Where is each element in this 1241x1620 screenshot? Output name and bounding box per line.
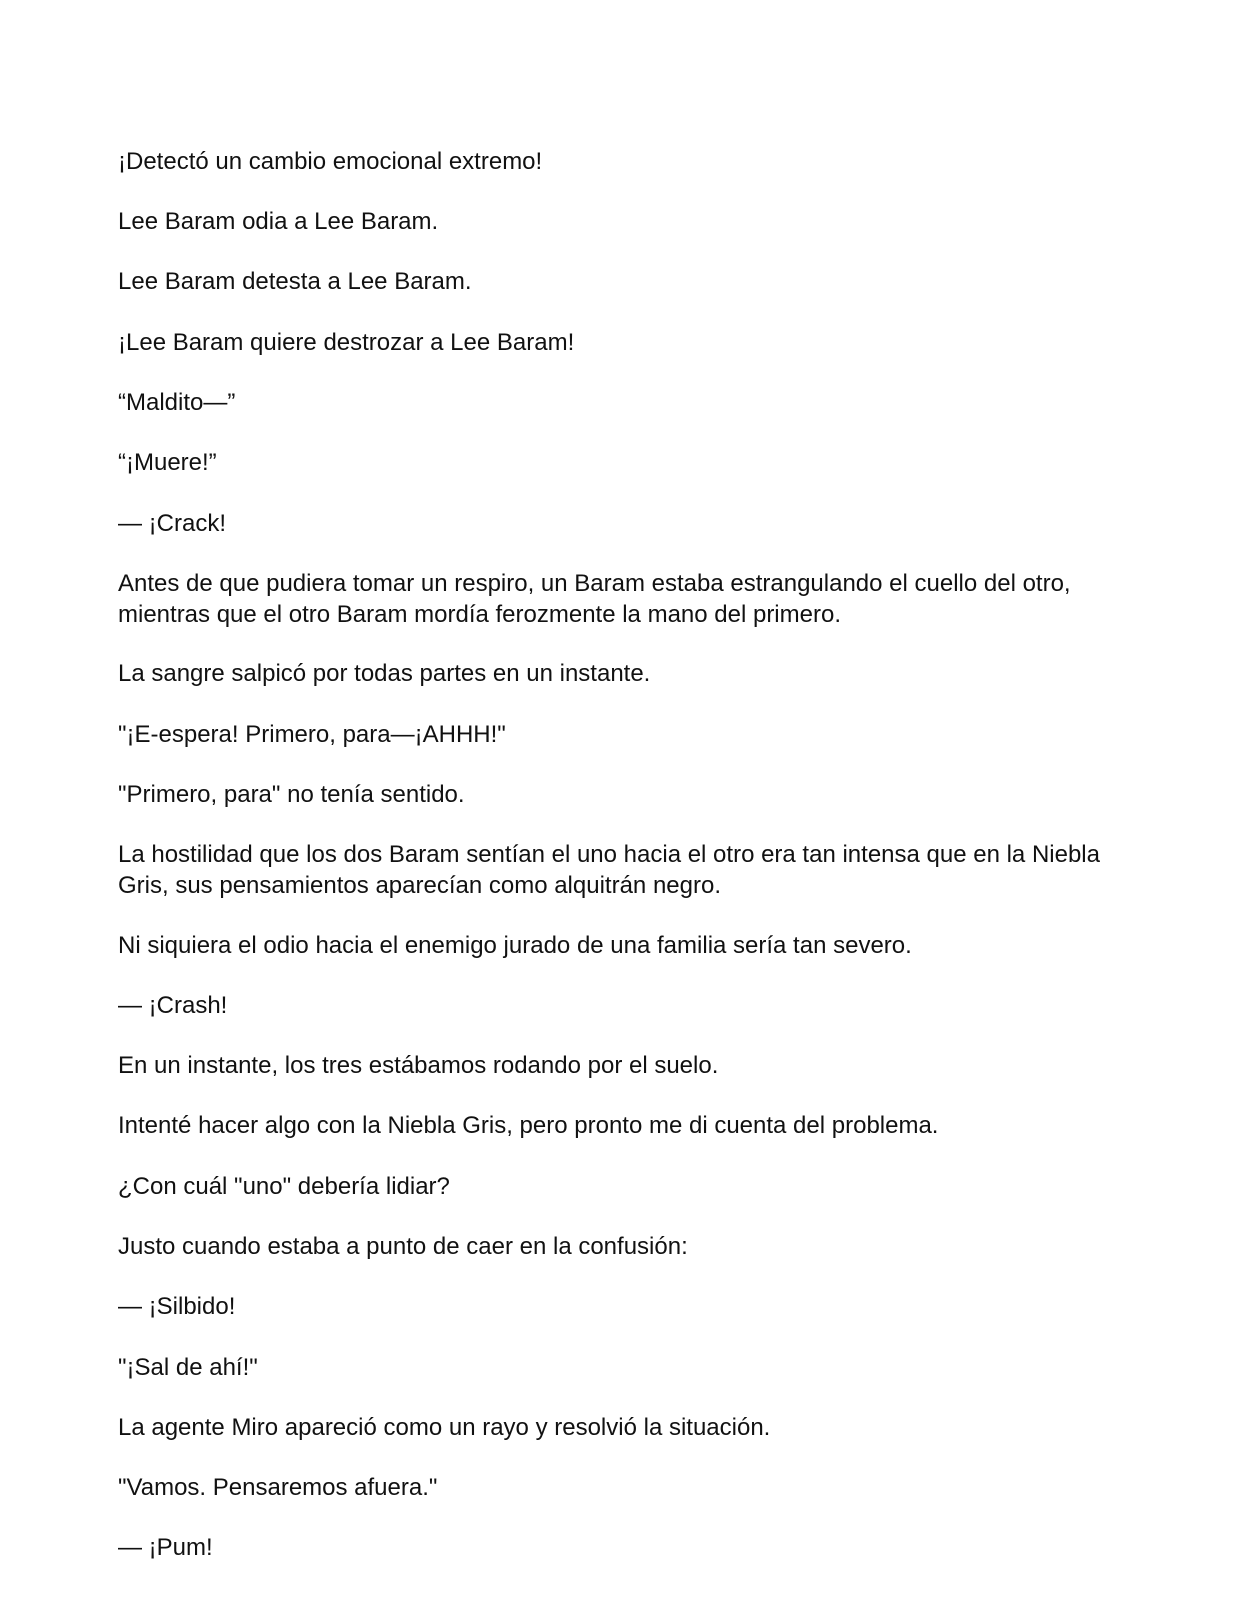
paragraph: "¡E-espera! Primero, para—¡AHHH!" xyxy=(118,721,506,748)
paragraph: Lee Baram odia a Lee Baram. xyxy=(118,208,439,235)
paragraph: — ¡Silbido! xyxy=(118,1293,236,1320)
paragraph: — ¡Crash! xyxy=(118,992,228,1019)
paragraph: ¡Lee Baram quiere destrozar a Lee Baram! xyxy=(118,329,575,356)
paragraph: "¡Sal de ahí!" xyxy=(118,1354,258,1381)
paragraph: — ¡Pum! xyxy=(118,1534,213,1561)
paragraph: “¡Muere!” xyxy=(118,449,217,476)
paragraph: Intenté hacer algo con la Niebla Gris, pero pronto me di cuenta del problema. xyxy=(118,1112,939,1139)
paragraph: La hostilidad que los dos Baram sentían el uno hacia el otro era tan intensa que en la Niebla Gris, sus pensamientos aparecían como alquitrán negro. xyxy=(118,841,1100,899)
paragraph: "Primero, para" no tenía sentido. xyxy=(118,781,465,808)
paragraph: Lee Baram detesta a Lee Baram. xyxy=(118,268,472,295)
paragraph: Antes de que pudiera tomar un respiro, un Baram estaba estrangulando el cuello del otro, mientras que el otro Baram mordía ferozmente la mano del primero. xyxy=(118,570,1071,628)
paragraph: "Vamos. Pensaremos afuera." xyxy=(118,1474,438,1501)
paragraph: ¡Detectó un cambio emocional extremo! xyxy=(118,148,543,175)
paragraph: Ni siquiera el odio hacia el enemigo jurado de una familia sería tan severo. xyxy=(118,932,912,959)
paragraph: “Maldito—” xyxy=(118,389,236,416)
paragraph: — ¡Crack! xyxy=(118,510,226,537)
paragraph: ¿Con cuál "uno" debería lidiar? xyxy=(118,1173,450,1200)
paragraph: La agente Miro apareció como un rayo y resolvió la situación. xyxy=(118,1414,771,1441)
paragraph: La sangre salpicó por todas partes en un instante. xyxy=(118,660,651,687)
paragraph: Justo cuando estaba a punto de caer en la confusión: xyxy=(118,1233,688,1260)
paragraph: En un instante, los tres estábamos rodando por el suelo. xyxy=(118,1052,719,1079)
